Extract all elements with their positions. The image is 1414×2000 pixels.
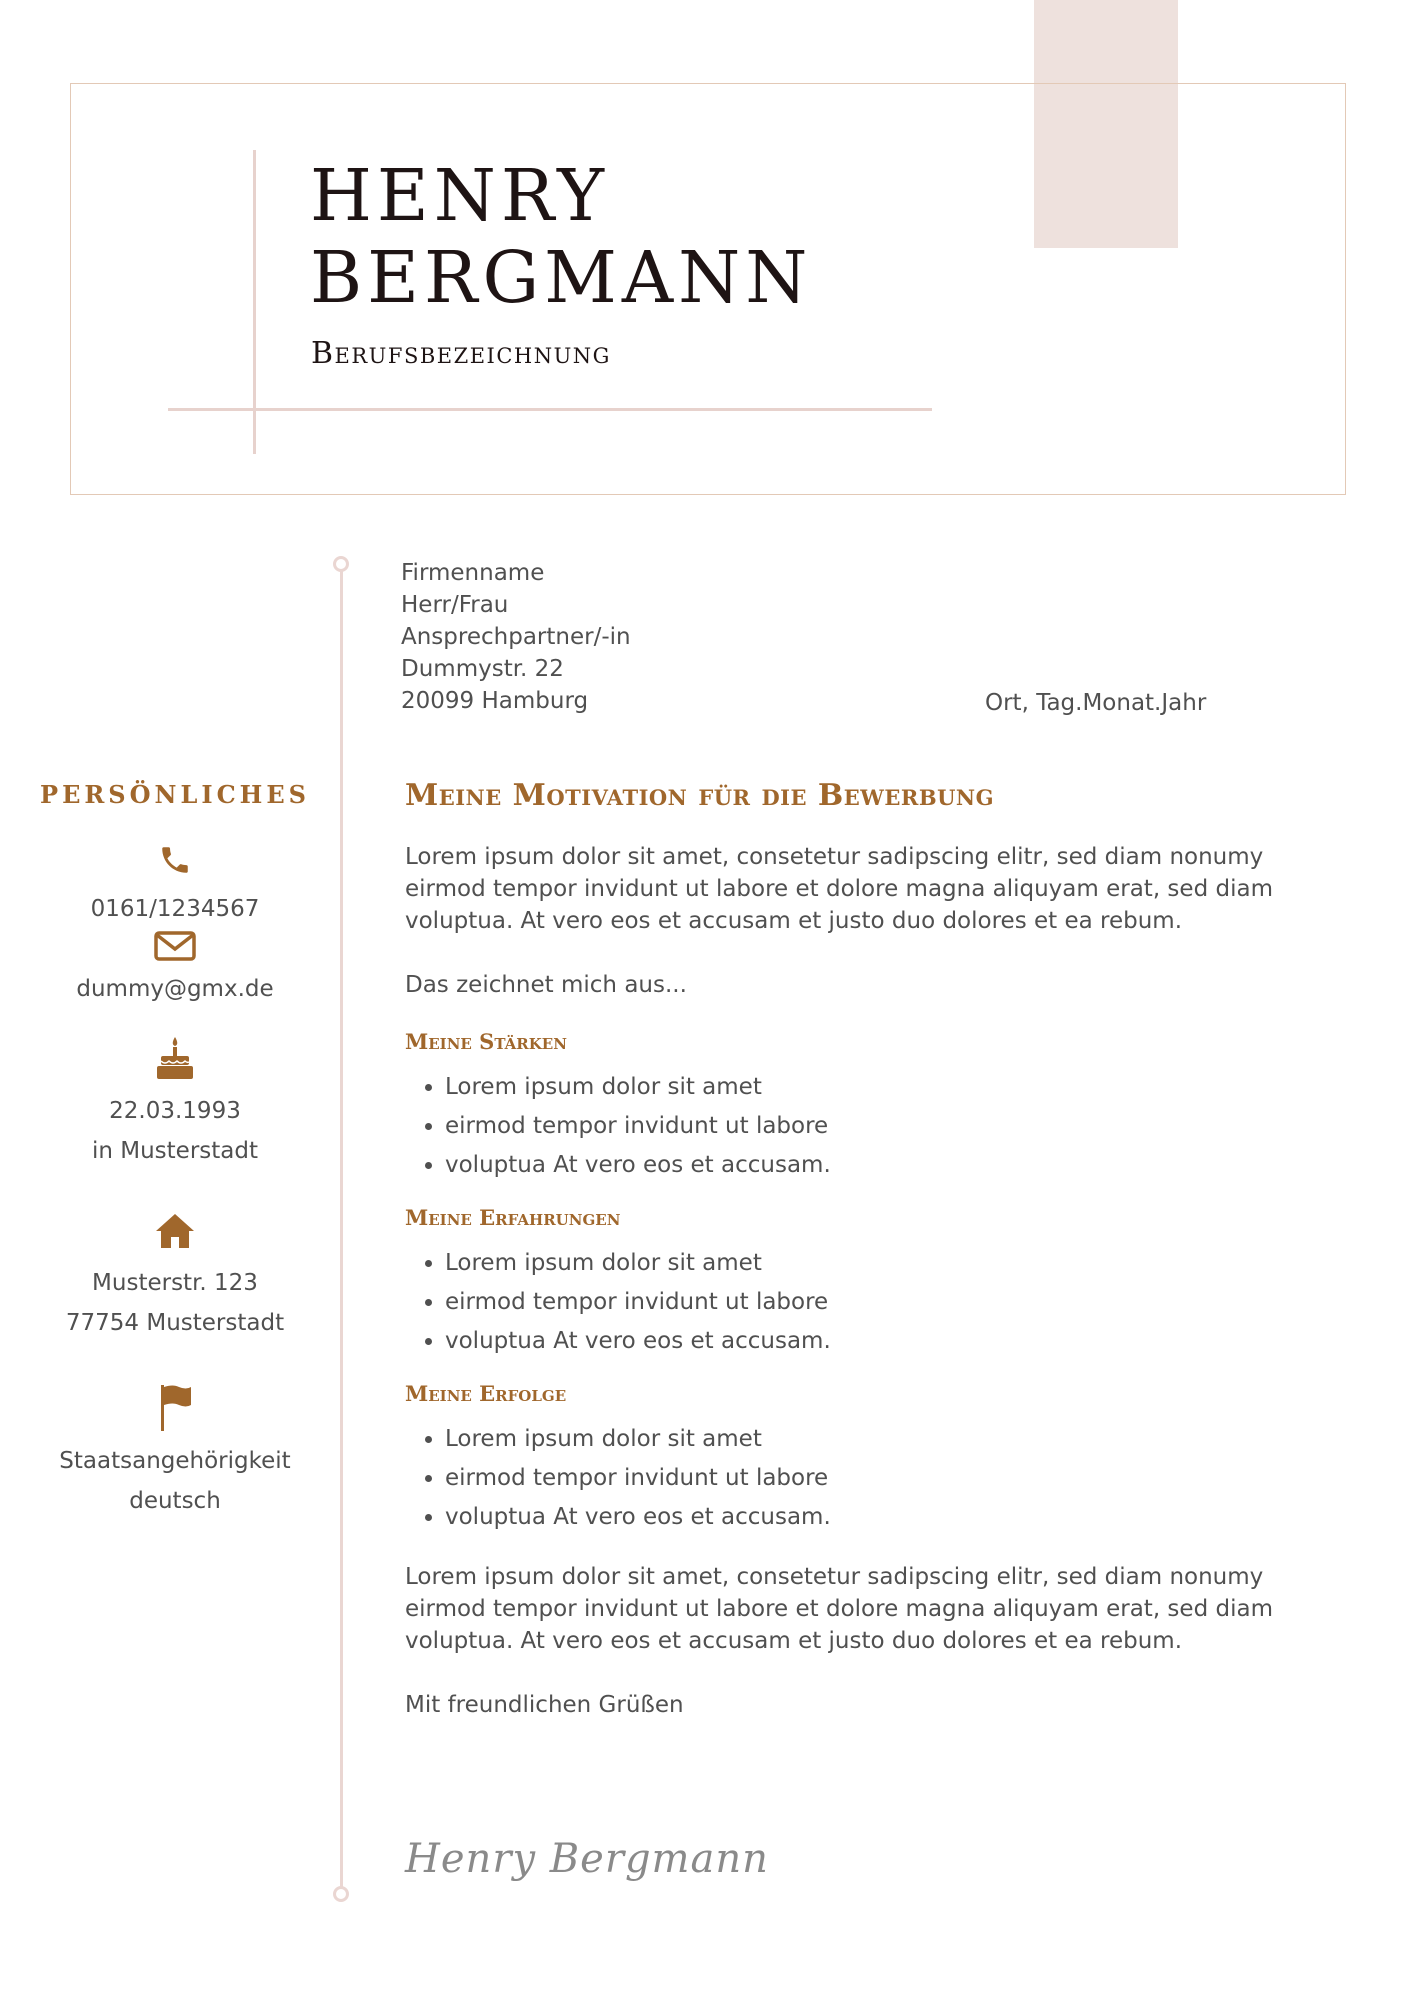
address-block [30,1211,320,1343]
list-item: • Lorem ipsum dolor sit amet [445,1244,1335,1283]
envelope-icon [153,929,197,963]
phone-number: 0161/1234567 [90,896,260,922]
letter-body [405,778,1335,1721]
email-block [30,929,320,1009]
recipient-contact: Ansprechpartner/-in [401,624,631,650]
job-title: Berufsbezeichnung [311,336,611,371]
birth-date: 22.03.1993 [109,1098,241,1124]
list-item: • Lorem ipsum dolor sit amet [445,1068,1335,1107]
recipient-address [401,557,631,717]
sidebar-city: 77754 Musterstadt [65,1310,285,1336]
header-horizontal-line [168,408,932,411]
section-title-achievements: Meine Erfolge [405,1381,567,1406]
sidebar-personal [30,780,320,1521]
list-item: • voluptua At vero eos et accusam. [445,1498,1335,1537]
cake-icon [155,1035,195,1081]
recipient-company: Firmenname [401,560,545,586]
outro-paragraph: Lorem ipsum dolor sit amet, consetetur sadipscing elitr, sed diam nonumy eirmod tempor invidunt ut labore et dolore magna aliquyam erat, sed diam voluptua. At vero eos et accusam et justo duo dolores et ea rebum. [405,1564,1273,1654]
email-address: dummy@gmx.de [76,976,274,1002]
closing-text: Mit freundlichen Grüßen [405,1692,684,1718]
last-name: BERGMANN [310,236,813,319]
letter-date: Ort, Tag.Monat.Jahr [985,690,1207,716]
experience-list [405,1244,1335,1361]
house-icon [154,1211,196,1251]
list-item: • eirmod tempor invidunt ut labore [445,1107,1335,1146]
phone-block [30,843,320,929]
sidebar-street: Musterstr. 123 [92,1270,258,1296]
recipient-city: 20099 Hamburg [401,688,589,714]
sidebar-title: PERSÖNLICHES [40,780,310,809]
first-name: HENRY [310,154,610,237]
achievements-list [405,1420,1335,1537]
birthday-block [30,1035,320,1171]
flag-icon [155,1383,195,1433]
intro-paragraph: Lorem ipsum dolor sit amet, consetetur sadipscing elitr, sed diam nonumy eirmod tempor invidunt ut labore et dolore magna aliquyam erat, sed diam voluptua. At vero eos et accusam et justo duo dolores et ea rebum. [405,844,1273,934]
section-title-strengths: Meine Stärken [405,1029,567,1054]
timeline-dot-top [333,556,349,572]
strengths-list [405,1068,1335,1185]
timeline-dot-bottom [333,1886,349,1902]
signature: Henry Bergmann [405,1836,769,1882]
section-title-experience: Meine Erfahrungen [405,1205,621,1230]
recipient-street: Dummystr. 22 [401,656,564,682]
phone-icon [158,843,192,877]
list-item: • eirmod tempor invidunt ut labore [445,1283,1335,1322]
nationality-value: deutsch [129,1488,221,1514]
nationality-block [30,1383,320,1521]
letter-heading: Meine Motivation für die Bewerbung [405,778,995,813]
list-item: • eirmod tempor invidunt ut labore [445,1459,1335,1498]
birth-place: in Musterstadt [91,1138,259,1164]
applicant-name [310,155,812,319]
list-item: • voluptua At vero eos et accusam. [445,1322,1335,1361]
nationality-label: Staatsangehörigkeit [59,1448,291,1474]
recipient-salutation: Herr/Frau [401,592,509,618]
timeline-line [340,566,343,1896]
list-item: • Lorem ipsum dolor sit amet [445,1420,1335,1459]
lead-text: Das zeichnet mich aus... [405,972,687,998]
list-item: • voluptua At vero eos et accusam. [445,1146,1335,1185]
